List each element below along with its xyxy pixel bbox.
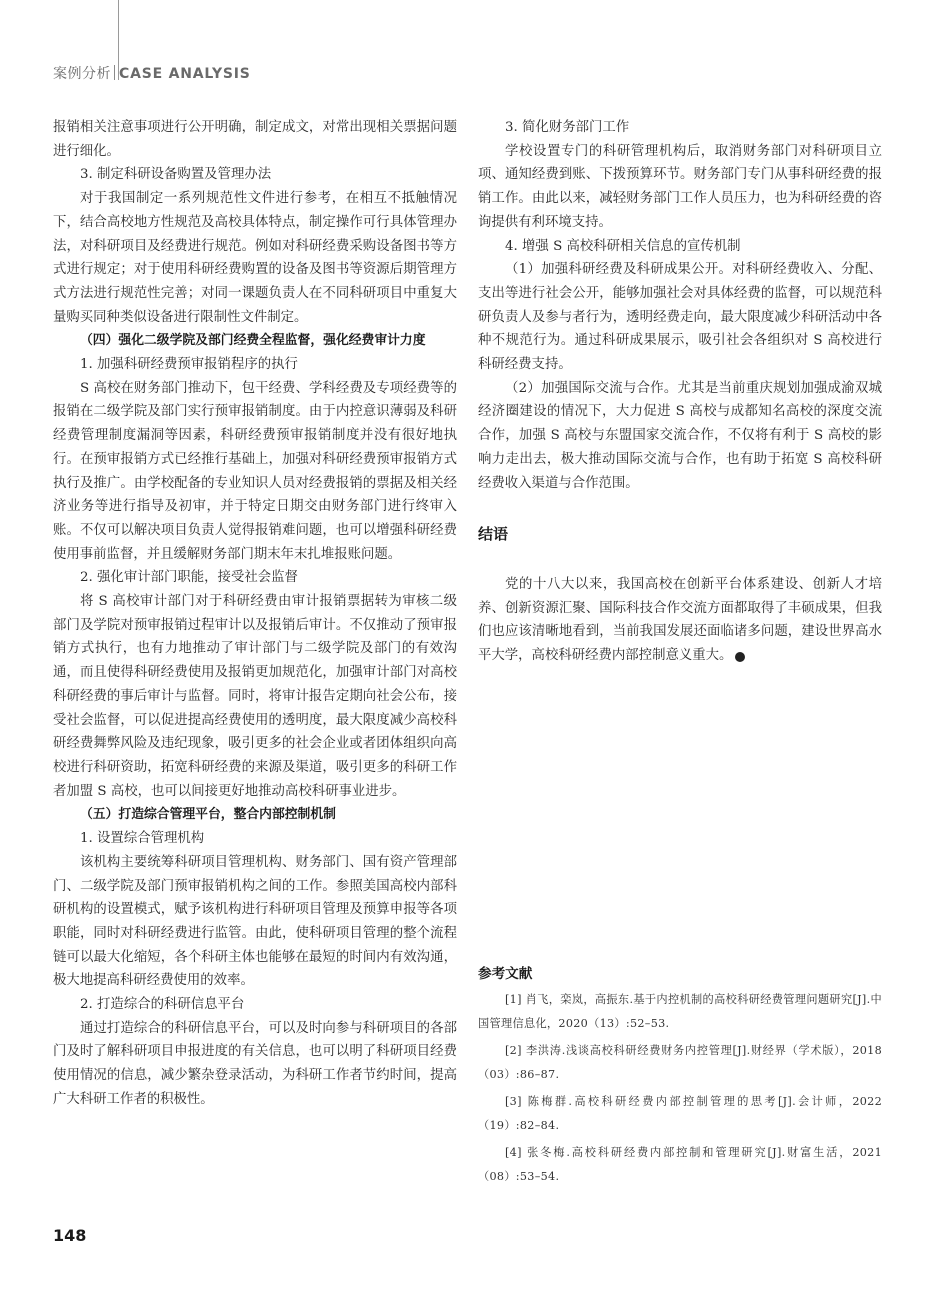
reference-item: [2] 李洪涛.浅谈高校科研经费财务内控管理[J].财经界（学术版），2018（03）:86–87. <box>478 1044 882 1081</box>
paragraph: 2. 打造综合的科研信息平台 <box>80 997 245 1013</box>
closing-paragraph <box>478 573 882 668</box>
reference-item: [3] 陈梅群.高校科研经费内部控制管理的思考[J].会计师，2022（19）:82–84. <box>478 1095 882 1132</box>
left-column <box>53 116 457 1112</box>
header-separator <box>114 65 115 80</box>
running-header <box>53 63 251 83</box>
paragraph: 1. 加强科研经费预审报销程序的执行 <box>80 357 298 373</box>
paragraph: 3. 制定科研设备购置及管理办法 <box>80 167 272 183</box>
references-title: 参考文献 <box>478 966 533 982</box>
header-section-cn: 案例分析 <box>53 66 111 82</box>
reference-item: [4] 张冬梅.高校科研经费内部控制和管理研究[J].财富生活，2021（08）:53–54. <box>478 1146 882 1183</box>
references-section <box>478 962 882 1192</box>
paragraph: S 高校在财务部门推动下，包干经费、学科经费及专项经费等的报销在二级学院及部门实行预审报销制度。由于内控意识薄弱及科研经费管理制度漏洞等因素，科研经费预审报销制度并没有很好地执行。在预审报销方式已经推行基础上，加强对科研经费预审报销方式执行及推广。由学校配备的专业知识人员对经费报销的票据及相关经济业务等进行指导及初审，并于特定日期交由财务部门进行终审入账。不仅可以解决项目负责人觉得报销难问题，也可以增强科研经费使用事前监督，并且缓解财务部门期末年末扎堆报账问题。 <box>53 380 457 562</box>
reference-item: [1] 肖飞，栾岚，高振东.基于内控机制的高校科研经费管理问题研究[J].中国管理信息化，2020（13）:52–53. <box>478 993 882 1030</box>
paragraph: 4. 增强 S 高校科研相关信息的宣传机制 <box>505 238 741 254</box>
paragraph: （2）加强国际交流与合作。尤其是当前重庆规划加强成渝双城经济圈建设的情况下，大力促进 S 高校与成都知名高校的深度交流合作，加强 S 高校与东盟国家交流合作，不仅将有利于 S 高校的影响力走出去，极大推动国际交流与合作，也有助于拓宽 S 高校科研经费收入渠道与合作范围。 <box>478 380 882 491</box>
paragraph: （1）加强科研经费及科研成果公开。对科研经费收入、分配、支出等进行社会公开，能够加强社会对具体经费的监督，可以规范科研负责人及参与者行为，透明经费走向，最大限度减少科研活动中各种不规范行为。通过科研成果展示，吸引社会各组织对 S 高校进行科研经费支持。 <box>478 262 882 373</box>
paragraph: 通过打造综合的科研信息平台，可以及时向参与科研项目的各部门及时了解科研项目申报进度的有关信息，也可以明了科研项目经费使用情况的信息，减少繁杂登录活动，为科研工作者节约时间，提高广大科研工作者的积极性。 <box>53 1020 457 1107</box>
section-heading: 结语 <box>478 525 509 544</box>
paragraph: 将 S 高校审计部门对于科研经费由审计报销票据转为审核二级部门及学院对预审报销过程审计以及报销后审计。不仅推动了预审报销方式执行，也有力地推动了审计部门与二级学院及部门的有效沟通，而且使得科研经费使用及报销更加规范化，加强审计部门对高校科研经费的事后审计与监督。同时，将审计报告定期向社会公布，接受社会监督，可以促进提高经费使用的透明度，最大限度减少高校科研经费舞弊风险及违纪现象，吸引更多的社会企业或者团体组织向高校进行科研资助，拓宽科研经费的来源及渠道，吸引更多的科研工作者加盟 S 高校，也可以间接更好地推动高校科研事业进步。 <box>53 594 457 799</box>
article-end-icon: 财 <box>735 652 745 662</box>
page-number: 148 <box>53 1226 87 1245</box>
header-section-en: CASE ANALYSIS <box>119 66 251 82</box>
right-column <box>478 116 882 668</box>
paragraph: 对于我国制定一系列规范性文件进行参考，在相互不抵触情况下，结合高校地方性规范及高校具体特点，制定操作可行具体管理办法，对科研项目及经费进行规范。例如对科研经费采购设备图书等方式进行规定；对于使用科研经费购置的设备及图书等资源后期管理方式方法进行规范性完善；对同一课题负责人在不同科研项目中重复大量购买同种类似设备进行限制性文件制定。 <box>53 191 457 325</box>
paragraph: 2. 强化审计部门职能，接受社会监督 <box>80 570 298 586</box>
paragraph: 学校设置专门的科研管理机构后，取消财务部门对科研项目立项、通知经费到账、下拨预算环节。财务部门专门从事科研经费的报销工作。由此以来，减轻财务部门工作人员压力，也为科研经费的咨询提供有利环境支持。 <box>478 143 882 230</box>
closing-paragraph-text: 党的十八大以来，我国高校在创新平台体系建设、创新人才培养、创新资源汇聚、国际科技合作交流方面都取得了丰硕成果，但我们也应该清晰地看到，当前我国发展还面临诸多问题，建设世界高水平大学，高校科研经费内部控制意义重大。 <box>478 576 882 664</box>
references-list <box>478 988 882 1189</box>
paragraph: 1. 设置综合管理机构 <box>80 831 205 847</box>
subsection-heading: （四）强化二级学院及部门经费全程监督，强化经费审计力度 <box>80 333 426 349</box>
subsection-heading: （五）打造综合管理平台，整合内部控制机制 <box>80 807 336 823</box>
paragraph: 报销相关注意事项进行公开明确，制定成文，对常出现相关票据问题进行细化。 <box>53 120 457 159</box>
paragraph: 该机构主要统筹科研项目管理机构、财务部门、国有资产管理部门、二级学院及部门预审报销机构之间的工作。参照美国高校内部科研机构的设置模式，赋予该机构进行科研项目管理及预算申报等各项职能，同时对科研经费进行监管。由此，使科研项目管理的整个流程链可以最大化缩短，各个科研主体也能够在最短的时间内有效沟通，极大地提高科研经费使用的效率。 <box>53 854 457 989</box>
paragraph: 3. 简化财务部门工作 <box>505 120 630 135</box>
